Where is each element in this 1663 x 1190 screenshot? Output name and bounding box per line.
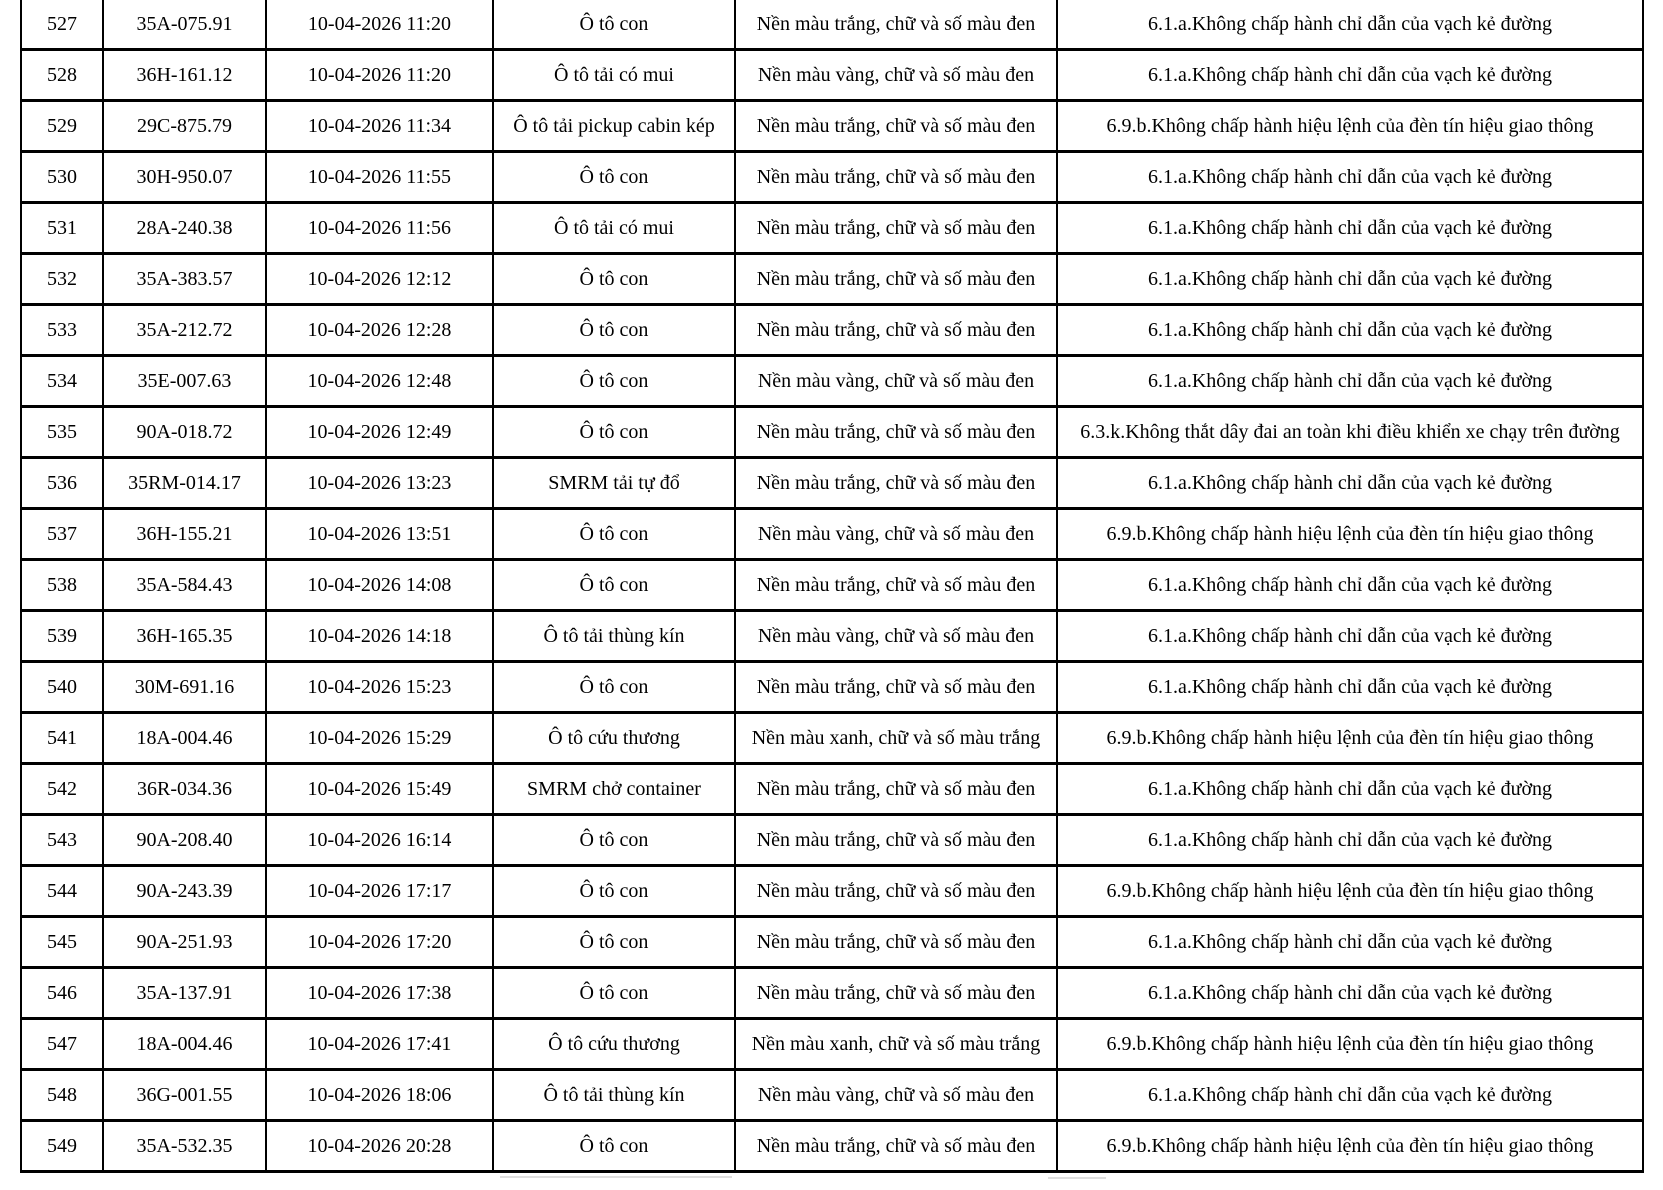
table-cell-row-number: 540 — [21, 662, 103, 713]
table-row — [21, 152, 1643, 203]
table-cell-vehicle-type: Ô tô con — [493, 407, 735, 458]
table-row — [21, 1019, 1643, 1070]
table-cell-violation-time: 10-04-2026 15:49 — [266, 764, 493, 815]
table-cell-violation: 6.1.a.Không chấp hành chỉ dẫn của vạch kẻ đường — [1057, 764, 1643, 815]
table-cell-violation-time: 10-04-2026 14:18 — [266, 611, 493, 662]
table-cell-violation-time: 10-04-2026 13:23 — [266, 458, 493, 509]
table-cell-row-number: 533 — [21, 305, 103, 356]
scan-artifact-line — [1048, 1177, 1106, 1179]
table-cell-vehicle-type: Ô tô con — [493, 968, 735, 1019]
table-cell-plate-description: Nền màu trắng, chữ và số màu đen — [735, 1121, 1057, 1172]
table-cell-violation: 6.1.a.Không chấp hành chỉ dẫn của vạch kẻ đường — [1057, 0, 1643, 50]
table-cell-violation-time: 10-04-2026 17:38 — [266, 968, 493, 1019]
table-cell-violation: 6.1.a.Không chấp hành chỉ dẫn của vạch kẻ đường — [1057, 917, 1643, 968]
table-cell-row-number: 534 — [21, 356, 103, 407]
table-cell-plate-description: Nền màu trắng, chữ và số màu đen — [735, 662, 1057, 713]
table-cell-plate-description: Nền màu vàng, chữ và số màu đen — [735, 611, 1057, 662]
table-cell-violation-time: 10-04-2026 11:20 — [266, 0, 493, 50]
table-cell-license-plate: 36H-161.12 — [103, 50, 266, 101]
table-cell-plate-description: Nền màu trắng, chữ và số màu đen — [735, 764, 1057, 815]
table-cell-violation-time: 10-04-2026 20:28 — [266, 1121, 493, 1172]
table-row — [21, 662, 1643, 713]
table-cell-row-number: 545 — [21, 917, 103, 968]
table-cell-vehicle-type: Ô tô con — [493, 254, 735, 305]
table-row — [21, 560, 1643, 611]
table-cell-row-number: 527 — [21, 0, 103, 50]
table-cell-violation-time: 10-04-2026 11:20 — [266, 50, 493, 101]
table-cell-row-number: 547 — [21, 1019, 103, 1070]
table-cell-plate-description: Nền màu trắng, chữ và số màu đen — [735, 458, 1057, 509]
table-cell-plate-description: Nền màu vàng, chữ và số màu đen — [735, 356, 1057, 407]
table-cell-violation: 6.9.b.Không chấp hành hiệu lệnh của đèn tín hiệu giao thông — [1057, 101, 1643, 152]
table-cell-license-plate: 35RM-014.17 — [103, 458, 266, 509]
table-cell-plate-description: Nền màu trắng, chữ và số màu đen — [735, 407, 1057, 458]
table-cell-plate-description: Nền màu trắng, chữ và số màu đen — [735, 968, 1057, 1019]
table-cell-vehicle-type: Ô tô con — [493, 0, 735, 50]
table-cell-plate-description: Nền màu xanh, chữ và số màu trắng — [735, 1019, 1057, 1070]
scan-artifact-line — [500, 1176, 732, 1178]
table-cell-row-number: 536 — [21, 458, 103, 509]
table-cell-plate-description: Nền màu vàng, chữ và số màu đen — [735, 1070, 1057, 1121]
table-cell-violation-time: 10-04-2026 11:34 — [266, 101, 493, 152]
table-cell-violation: 6.3.k.Không thắt dây đai an toàn khi điều khiển xe chạy trên đường — [1057, 407, 1643, 458]
table-cell-violation: 6.1.a.Không chấp hành chỉ dẫn của vạch kẻ đường — [1057, 560, 1643, 611]
table-cell-license-plate: 35A-532.35 — [103, 1121, 266, 1172]
table-cell-vehicle-type: Ô tô con — [493, 560, 735, 611]
table-cell-plate-description: Nền màu trắng, chữ và số màu đen — [735, 560, 1057, 611]
table-cell-row-number: 531 — [21, 203, 103, 254]
table-cell-row-number: 529 — [21, 101, 103, 152]
table-cell-vehicle-type: Ô tô tải pickup cabin kép — [493, 101, 735, 152]
table-cell-violation: 6.1.a.Không chấp hành chỉ dẫn của vạch kẻ đường — [1057, 305, 1643, 356]
table-cell-license-plate: 35E-007.63 — [103, 356, 266, 407]
table-cell-plate-description: Nền màu trắng, chữ và số màu đen — [735, 866, 1057, 917]
table-cell-violation: 6.9.b.Không chấp hành hiệu lệnh của đèn tín hiệu giao thông — [1057, 713, 1643, 764]
table-cell-violation: 6.1.a.Không chấp hành chỉ dẫn của vạch kẻ đường — [1057, 203, 1643, 254]
table-cell-violation-time: 10-04-2026 12:28 — [266, 305, 493, 356]
table-cell-violation-time: 10-04-2026 12:48 — [266, 356, 493, 407]
table-cell-license-plate: 30H-950.07 — [103, 152, 266, 203]
table-cell-license-plate: 90A-018.72 — [103, 407, 266, 458]
table-cell-vehicle-type: Ô tô con — [493, 866, 735, 917]
table-row — [21, 764, 1643, 815]
table-cell-plate-description: Nền màu trắng, chữ và số màu đen — [735, 917, 1057, 968]
table-cell-license-plate: 35A-584.43 — [103, 560, 266, 611]
table-cell-violation-time: 10-04-2026 11:55 — [266, 152, 493, 203]
table-row — [21, 203, 1643, 254]
violations-table-body — [21, 0, 1643, 1172]
table-cell-row-number: 537 — [21, 509, 103, 560]
table-cell-vehicle-type: SMRM chở container — [493, 764, 735, 815]
table-row — [21, 713, 1643, 764]
table-cell-plate-description: Nền màu trắng, chữ và số màu đen — [735, 254, 1057, 305]
violations-table — [20, 0, 1644, 1173]
table-cell-vehicle-type: SMRM tải tự đổ — [493, 458, 735, 509]
table-cell-license-plate: 29C-875.79 — [103, 101, 266, 152]
table-cell-violation: 6.9.b.Không chấp hành hiệu lệnh của đèn tín hiệu giao thông — [1057, 866, 1643, 917]
table-cell-violation: 6.1.a.Không chấp hành chỉ dẫn của vạch kẻ đường — [1057, 815, 1643, 866]
table-cell-vehicle-type: Ô tô tải có mui — [493, 203, 735, 254]
table-row — [21, 0, 1643, 50]
table-cell-plate-description: Nền màu vàng, chữ và số màu đen — [735, 509, 1057, 560]
table-cell-license-plate: 28A-240.38 — [103, 203, 266, 254]
table-cell-violation: 6.1.a.Không chấp hành chỉ dẫn của vạch kẻ đường — [1057, 1070, 1643, 1121]
table-cell-violation-time: 10-04-2026 14:08 — [266, 560, 493, 611]
table-cell-vehicle-type: Ô tô con — [493, 1121, 735, 1172]
table-cell-violation-time: 10-04-2026 15:29 — [266, 713, 493, 764]
table-cell-row-number: 541 — [21, 713, 103, 764]
table-cell-violation: 6.1.a.Không chấp hành chỉ dẫn của vạch kẻ đường — [1057, 254, 1643, 305]
table-cell-plate-description: Nền màu trắng, chữ và số màu đen — [735, 815, 1057, 866]
table-cell-row-number: 528 — [21, 50, 103, 101]
table-cell-row-number: 544 — [21, 866, 103, 917]
table-cell-license-plate: 35A-075.91 — [103, 0, 266, 50]
table-cell-violation-time: 10-04-2026 17:17 — [266, 866, 493, 917]
table-cell-license-plate: 30M-691.16 — [103, 662, 266, 713]
table-cell-vehicle-type: Ô tô tải thùng kín — [493, 611, 735, 662]
table-cell-plate-description: Nền màu trắng, chữ và số màu đen — [735, 305, 1057, 356]
table-cell-violation-time: 10-04-2026 17:20 — [266, 917, 493, 968]
table-cell-violation-time: 10-04-2026 16:14 — [266, 815, 493, 866]
table-row — [21, 458, 1643, 509]
table-row — [21, 254, 1643, 305]
table-row — [21, 509, 1643, 560]
table-cell-violation: 6.1.a.Không chấp hành chỉ dẫn của vạch kẻ đường — [1057, 662, 1643, 713]
table-cell-violation: 6.1.a.Không chấp hành chỉ dẫn của vạch kẻ đường — [1057, 50, 1643, 101]
table-cell-license-plate: 90A-251.93 — [103, 917, 266, 968]
table-cell-license-plate: 35A-212.72 — [103, 305, 266, 356]
table-cell-vehicle-type: Ô tô cứu thương — [493, 1019, 735, 1070]
table-cell-violation-time: 10-04-2026 15:23 — [266, 662, 493, 713]
table-cell-row-number: 535 — [21, 407, 103, 458]
table-cell-row-number: 539 — [21, 611, 103, 662]
table-cell-violation: 6.1.a.Không chấp hành chỉ dẫn của vạch kẻ đường — [1057, 968, 1643, 1019]
table-cell-vehicle-type: Ô tô tải có mui — [493, 50, 735, 101]
table-cell-license-plate: 36R-034.36 — [103, 764, 266, 815]
table-cell-vehicle-type: Ô tô con — [493, 509, 735, 560]
table-cell-license-plate: 36H-155.21 — [103, 509, 266, 560]
table-cell-violation-time: 10-04-2026 12:12 — [266, 254, 493, 305]
table-cell-row-number: 548 — [21, 1070, 103, 1121]
table-row — [21, 356, 1643, 407]
table-cell-license-plate: 90A-208.40 — [103, 815, 266, 866]
table-row — [21, 407, 1643, 458]
table-cell-license-plate: 35A-137.91 — [103, 968, 266, 1019]
table-cell-vehicle-type: Ô tô tải thùng kín — [493, 1070, 735, 1121]
table-row — [21, 917, 1643, 968]
table-cell-license-plate: 18A-004.46 — [103, 1019, 266, 1070]
table-cell-row-number: 538 — [21, 560, 103, 611]
table-cell-violation-time: 10-04-2026 18:06 — [266, 1070, 493, 1121]
table-cell-row-number: 542 — [21, 764, 103, 815]
table-row — [21, 1070, 1643, 1121]
table-row — [21, 815, 1643, 866]
table-cell-vehicle-type: Ô tô cứu thương — [493, 713, 735, 764]
table-cell-vehicle-type: Ô tô con — [493, 356, 735, 407]
table-cell-plate-description: Nền màu trắng, chữ và số màu đen — [735, 101, 1057, 152]
table-cell-violation: 6.1.a.Không chấp hành chỉ dẫn của vạch kẻ đường — [1057, 611, 1643, 662]
table-row — [21, 305, 1643, 356]
table-row — [21, 50, 1643, 101]
table-cell-row-number: 530 — [21, 152, 103, 203]
table-cell-violation: 6.9.b.Không chấp hành hiệu lệnh của đèn tín hiệu giao thông — [1057, 1121, 1643, 1172]
table-row — [21, 968, 1643, 1019]
table-cell-row-number: 532 — [21, 254, 103, 305]
table-cell-vehicle-type: Ô tô con — [493, 152, 735, 203]
table-cell-plate-description: Nền màu xanh, chữ và số màu trắng — [735, 713, 1057, 764]
table-cell-license-plate: 35A-383.57 — [103, 254, 266, 305]
table-cell-license-plate: 36H-165.35 — [103, 611, 266, 662]
table-cell-row-number: 543 — [21, 815, 103, 866]
table-cell-vehicle-type: Ô tô con — [493, 815, 735, 866]
table-cell-violation-time: 10-04-2026 11:56 — [266, 203, 493, 254]
table-cell-license-plate: 90A-243.39 — [103, 866, 266, 917]
table-row — [21, 611, 1643, 662]
table-cell-violation-time: 10-04-2026 17:41 — [266, 1019, 493, 1070]
table-cell-plate-description: Nền màu trắng, chữ và số màu đen — [735, 152, 1057, 203]
table-cell-row-number: 546 — [21, 968, 103, 1019]
table-cell-violation-time: 10-04-2026 12:49 — [266, 407, 493, 458]
table-cell-violation: 6.1.a.Không chấp hành chỉ dẫn của vạch kẻ đường — [1057, 356, 1643, 407]
table-cell-plate-description: Nền màu trắng, chữ và số màu đen — [735, 0, 1057, 50]
table-cell-vehicle-type: Ô tô con — [493, 305, 735, 356]
table-cell-violation: 6.9.b.Không chấp hành hiệu lệnh của đèn tín hiệu giao thông — [1057, 1019, 1643, 1070]
table-cell-row-number: 549 — [21, 1121, 103, 1172]
table-cell-vehicle-type: Ô tô con — [493, 917, 735, 968]
table-row — [21, 866, 1643, 917]
table-cell-plate-description: Nền màu vàng, chữ và số màu đen — [735, 50, 1057, 101]
table-row — [21, 101, 1643, 152]
table-cell-plate-description: Nền màu trắng, chữ và số màu đen — [735, 203, 1057, 254]
table-cell-license-plate: 18A-004.46 — [103, 713, 266, 764]
table-cell-violation: 6.1.a.Không chấp hành chỉ dẫn của vạch kẻ đường — [1057, 152, 1643, 203]
table-cell-violation: 6.9.b.Không chấp hành hiệu lệnh của đèn tín hiệu giao thông — [1057, 509, 1643, 560]
table-row — [21, 1121, 1643, 1172]
table-cell-vehicle-type: Ô tô con — [493, 662, 735, 713]
table-cell-violation: 6.1.a.Không chấp hành chỉ dẫn của vạch kẻ đường — [1057, 458, 1643, 509]
table-cell-license-plate: 36G-001.55 — [103, 1070, 266, 1121]
table-cell-violation-time: 10-04-2026 13:51 — [266, 509, 493, 560]
